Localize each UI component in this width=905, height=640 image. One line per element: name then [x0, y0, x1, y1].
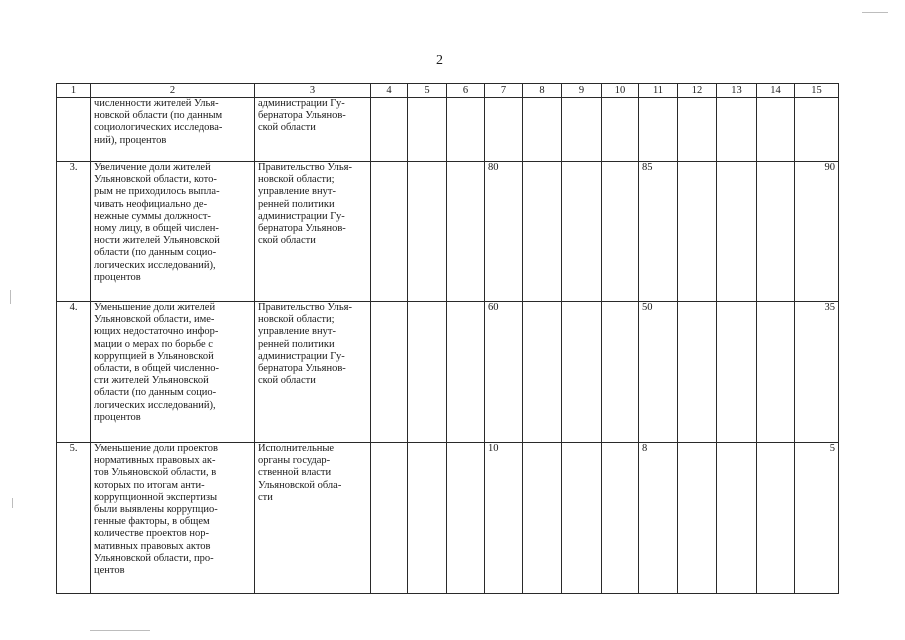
table-row: [57, 98, 839, 162]
empty-cell: [678, 443, 717, 594]
empty-cell: [757, 443, 795, 594]
value-col11: [639, 98, 678, 162]
empty-cell: [371, 443, 408, 594]
responsible-executor: Исполнительные органы государ- ственной власти Ульяновской обла- сти: [255, 443, 371, 594]
empty-cell: [678, 162, 717, 302]
empty-cell: [523, 162, 562, 302]
table-row: [57, 302, 839, 443]
column-number: 7: [485, 84, 523, 98]
page-number: 2: [436, 53, 443, 68]
empty-cell: [562, 443, 602, 594]
column-number: 1: [57, 84, 91, 98]
scan-speck: [90, 630, 150, 631]
indicator-name: численности жителей Улья- новской области (по данным социологических исследова- ний), процентов: [91, 98, 255, 162]
indicators-table: [56, 83, 839, 594]
responsible-executor: Правительство Улья- новской области; управление внут- ренней политики администрации Гу- бернатора Ульянов- ской области: [255, 162, 371, 302]
scan-speck: [862, 12, 888, 13]
empty-cell: [562, 162, 602, 302]
empty-cell: [717, 98, 757, 162]
empty-cell: [757, 302, 795, 443]
empty-cell: [602, 443, 639, 594]
column-number: 10: [602, 84, 639, 98]
empty-cell: [371, 98, 408, 162]
column-number: 12: [678, 84, 717, 98]
empty-cell: [408, 302, 447, 443]
value-col15: 90: [795, 162, 839, 302]
empty-cell: [408, 98, 447, 162]
row-number: 4.: [57, 302, 91, 443]
row-number: [57, 98, 91, 162]
table-row: [57, 443, 839, 594]
empty-cell: [562, 98, 602, 162]
column-number: 3: [255, 84, 371, 98]
column-number: 13: [717, 84, 757, 98]
column-number: 9: [562, 84, 602, 98]
empty-cell: [717, 162, 757, 302]
value-col15: 35: [795, 302, 839, 443]
column-number: 8: [523, 84, 562, 98]
value-col7: 10: [485, 443, 523, 594]
value-col15: 5: [795, 443, 839, 594]
empty-cell: [678, 302, 717, 443]
column-number: 2: [91, 84, 255, 98]
empty-cell: [757, 98, 795, 162]
value-col7: 60: [485, 302, 523, 443]
row-number: 5.: [57, 443, 91, 594]
empty-cell: [717, 443, 757, 594]
indicator-name: Уменьшение доли проектов нормативных правовых ак- тов Ульяновской области, в которых по итогам анти- коррупционной экспертизы были выявлены коррупцио- генные факторы, в общем количестве проектов нор- мативных правовых актов Ульяновской области, про- центов: [91, 443, 255, 594]
empty-cell: [602, 302, 639, 443]
indicator-name: Увеличение доли жителей Ульяновской области, кото- рым не приходилось выпла- чивать неофициально де- нежные суммы должност- ному лицу, в общей числен- ности жителей Ульяновской области (по данным социо- логических исследований), процентов: [91, 162, 255, 302]
empty-cell: [757, 162, 795, 302]
value-col11: 8: [639, 443, 678, 594]
empty-cell: [602, 162, 639, 302]
empty-cell: [678, 98, 717, 162]
responsible-executor: администрации Гу- бернатора Ульянов- ской области: [255, 98, 371, 162]
empty-cell: [562, 302, 602, 443]
scan-speck: [10, 290, 11, 304]
table-row: [57, 162, 839, 302]
column-number: 14: [757, 84, 795, 98]
empty-cell: [447, 98, 485, 162]
empty-cell: [408, 443, 447, 594]
empty-cell: [371, 162, 408, 302]
empty-cell: [523, 302, 562, 443]
indicator-name: Уменьшение доли жителей Ульяновской области, име- ющих недостаточно инфор- мации о мерах по борьбе с коррупцией в Ульяновской области, в общей численно- сти жителей Ульяновской области (по данным социо- логических исследований), процентов: [91, 302, 255, 443]
empty-cell: [523, 98, 562, 162]
column-number-row: [57, 84, 839, 98]
row-number: 3.: [57, 162, 91, 302]
value-col7: [485, 98, 523, 162]
empty-cell: [371, 302, 408, 443]
value-col15: [795, 98, 839, 162]
column-number: 6: [447, 84, 485, 98]
value-col7: 80: [485, 162, 523, 302]
value-col11: 85: [639, 162, 678, 302]
empty-cell: [408, 162, 447, 302]
empty-cell: [447, 162, 485, 302]
responsible-executor: Правительство Улья- новской области; управление внут- ренней политики администрации Гу- бернатора Ульянов- ской области: [255, 302, 371, 443]
empty-cell: [447, 302, 485, 443]
column-number: 11: [639, 84, 678, 98]
column-number: 5: [408, 84, 447, 98]
column-number: 4: [371, 84, 408, 98]
value-col11: 50: [639, 302, 678, 443]
empty-cell: [447, 443, 485, 594]
empty-cell: [602, 98, 639, 162]
column-number: 15: [795, 84, 839, 98]
empty-cell: [717, 302, 757, 443]
empty-cell: [523, 443, 562, 594]
scan-speck: [12, 498, 13, 508]
